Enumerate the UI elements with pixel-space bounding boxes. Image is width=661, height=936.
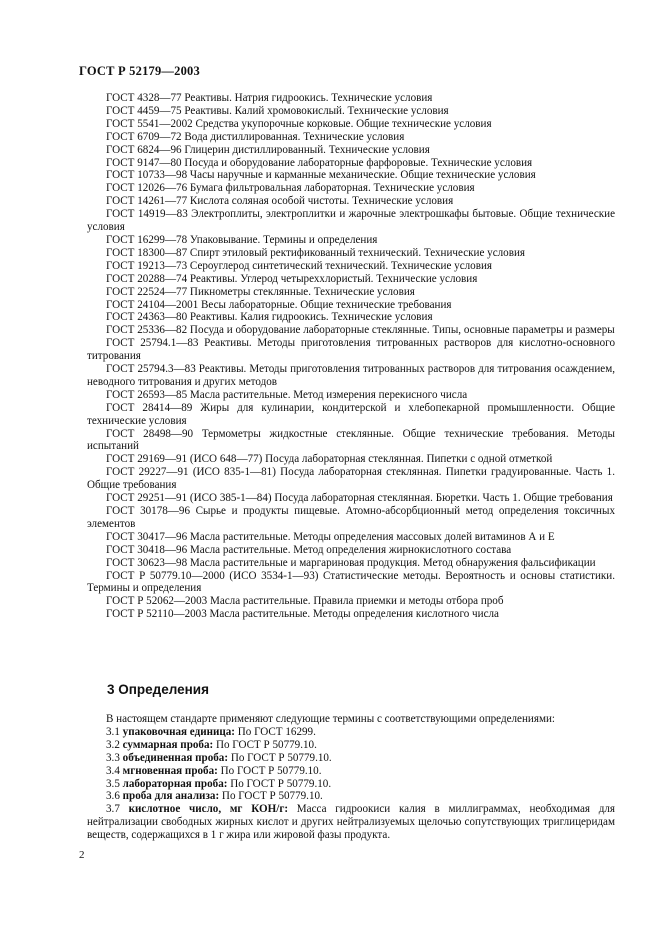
definition-term: лабораторная проба:	[122, 777, 228, 790]
definition-item	[87, 739, 615, 752]
reference-item: ГОСТ 25794.1—83 Реактивы. Методы приготовления титрованных растворов для кислотно-основного титрования	[87, 337, 615, 363]
definition-item	[87, 803, 615, 842]
document-header: ГОСТ Р 52179—2003	[79, 64, 200, 78]
reference-item: ГОСТ 19213—73 Сероуглерод синтетический технический. Технические условия	[106, 259, 493, 272]
reference-item: ГОСТ 9147—80 Посуда и оборудование лабораторные фарфоровые. Технические условия	[106, 156, 533, 169]
reference-item: ГОСТ Р 52110—2003 Масла растительные. Методы определения кислотного числа	[106, 608, 499, 621]
reference-item: ГОСТ 4328—77 Реактивы. Натрия гидроокись. Технические условия	[106, 92, 433, 104]
reference-item: ГОСТ 24104—2001 Весы лабораторные. Общие технические требования	[106, 298, 452, 311]
reference-item: ГОСТ Р 52062—2003 Масла растительные. Правила приемки и методы отбора проб	[106, 595, 504, 608]
reference-item: ГОСТ 29251—91 (ИСО 385-1—84) Посуда лабораторная стеклянная. Бюретки. Часть 1. Общие требования	[106, 492, 613, 505]
reference-item: ГОСТ 6709—72 Вода дистиллированная. Технические условия	[106, 130, 405, 143]
definition-text: По ГОСТ Р 50779.10.	[219, 790, 323, 803]
definition-item	[87, 778, 615, 791]
reference-item: ГОСТ 18300—87 Спирт этиловый ректификованный технический. Технические условия	[106, 246, 525, 259]
reference-item: ГОСТ 30418—96 Масла растительные. Метод определения жирнокислотного состава	[106, 543, 512, 556]
definition-term: проба для анализа:	[122, 790, 220, 803]
reference-item: ГОСТ 12026—76 Бумага фильтровальная лабораторная. Технические условия	[106, 182, 475, 195]
definition-term: упаковочная единица:	[122, 725, 236, 738]
definition-term: суммарная проба:	[122, 738, 214, 751]
definition-number: 3.1	[106, 725, 120, 738]
reference-item: ГОСТ 14261—77 Кислота соляная особой чистоты. Технические условия	[106, 195, 454, 208]
definition-number: 3.4	[106, 764, 120, 777]
reference-item: ГОСТ 6824—96 Глицерин дистиллированный. Технические условия	[106, 143, 430, 156]
definition-item	[87, 765, 615, 778]
definition-number: 3.5	[106, 777, 120, 790]
definition-term: кислотное число, мг КОН/г:	[128, 803, 289, 816]
page-number: 2	[79, 849, 85, 861]
definition-item	[87, 752, 615, 765]
reference-item: ГОСТ 25336—82 Посуда и оборудование лабораторные стеклянные. Типы, основные параметры и размеры	[106, 324, 615, 337]
reference-item: ГОСТ 30178—96 Сырье и продукты пищевые. Атомно-абсорбционный метод определения токсичных элементов	[87, 505, 615, 530]
reference-item: ГОСТ 10733—98 Часы наручные и карманные механические. Общие технические условия	[106, 169, 536, 182]
reference-item: ГОСТ 22524—77 Пикнометры стеклянные. Технические условия	[106, 285, 415, 298]
reference-item: ГОСТ 26593—85 Масла растительные. Метод измерения перекисного числа	[106, 388, 468, 401]
definition-text: Масса гидроокиси калия в миллиграммах, необходимая для нейтрализации свободных жирных кислот и других нейтрализуемых щелочью сопутствующих триглицеридам веществ, содержащихся в 1 г жира или жировой фазы продукта.	[87, 803, 616, 842]
reference-item: ГОСТ Р 50779.10—2000 (ИСО 3534-1—93) Статистические методы. Вероятность и основы статистики. Термины и определения	[87, 569, 615, 595]
definition-text: По ГОСТ 16299.	[235, 725, 316, 738]
reference-item: ГОСТ 16299—78 Упаковывание. Термины и определения	[106, 233, 378, 246]
definition-number: 3.7	[106, 803, 120, 816]
reference-item: ГОСТ 24363—80 Реактивы. Калия гидроокись. Технические условия	[106, 311, 433, 324]
section-heading: 3 Определения	[107, 682, 209, 697]
definition-text: По ГОСТ Р 50779.10.	[228, 751, 332, 764]
definition-item	[87, 726, 615, 739]
reference-item: ГОСТ 5541—2002 Средства укупорочные корковые. Общие технические условия	[106, 117, 492, 130]
reference-item: ГОСТ 29169—91 (ИСО 648—77) Посуда лабораторная стеклянная. Пипетки с одной отметкой	[106, 453, 553, 466]
reference-item: ГОСТ 28414—89 Жиры для кулинарии, кондитерской и хлебопекарной промышленности. Общие технические условия	[87, 401, 615, 427]
definition-number: 3.2	[106, 738, 120, 751]
definition-number: 3.3	[106, 751, 120, 764]
reference-item: ГОСТ 25794.3—83 Реактивы. Методы приготовления титрованных растворов для титрования осаждением, неводного титрования и других методов	[87, 363, 615, 388]
definition-text: По ГОСТ Р 50779.10.	[217, 764, 322, 777]
reference-item: ГОСТ 28498—90 Термометры жидкостные стеклянные. Общие технические требования. Методы испытаний	[87, 427, 615, 453]
definition-term: мгновенная проба:	[122, 764, 218, 777]
definitions-section	[87, 713, 615, 842]
definition-number: 3.6	[106, 790, 120, 803]
reference-item: ГОСТ 20288—74 Реактивы. Углерод четыреххлористый. Технические условия	[106, 272, 478, 285]
reference-item: ГОСТ 14919—83 Электроплиты, электроплитки и жарочные электрошкафы бытовые. Общие технические условия	[87, 208, 615, 234]
definition-term: объединенная проба:	[122, 751, 229, 764]
reference-item: ГОСТ 30623—98 Масла растительные и маргариновая продукция. Метод обнаружения фальсификации	[106, 556, 596, 569]
definition-text: По ГОСТ Р 50779.10.	[227, 777, 332, 790]
definition-text: По ГОСТ Р 50779.10.	[213, 738, 317, 751]
definitions-intro: В настоящем стандарте применяют следующие термины с соответствующими определениями:	[106, 713, 555, 725]
reference-item: ГОСТ 29227—91 (ИСО 835-1—81) Посуда лабораторная стеклянная. Пипетки градуированные. Часть 1. Общие требования	[87, 466, 615, 492]
normative-references-list	[87, 92, 615, 621]
reference-item: ГОСТ 30417—96 Масла растительные. Методы определения массовых долей витаминов А и Е	[106, 530, 555, 543]
definition-item	[87, 790, 615, 803]
reference-item: ГОСТ 4459—75 Реактивы. Калий хромовокислый. Технические условия	[106, 104, 449, 117]
